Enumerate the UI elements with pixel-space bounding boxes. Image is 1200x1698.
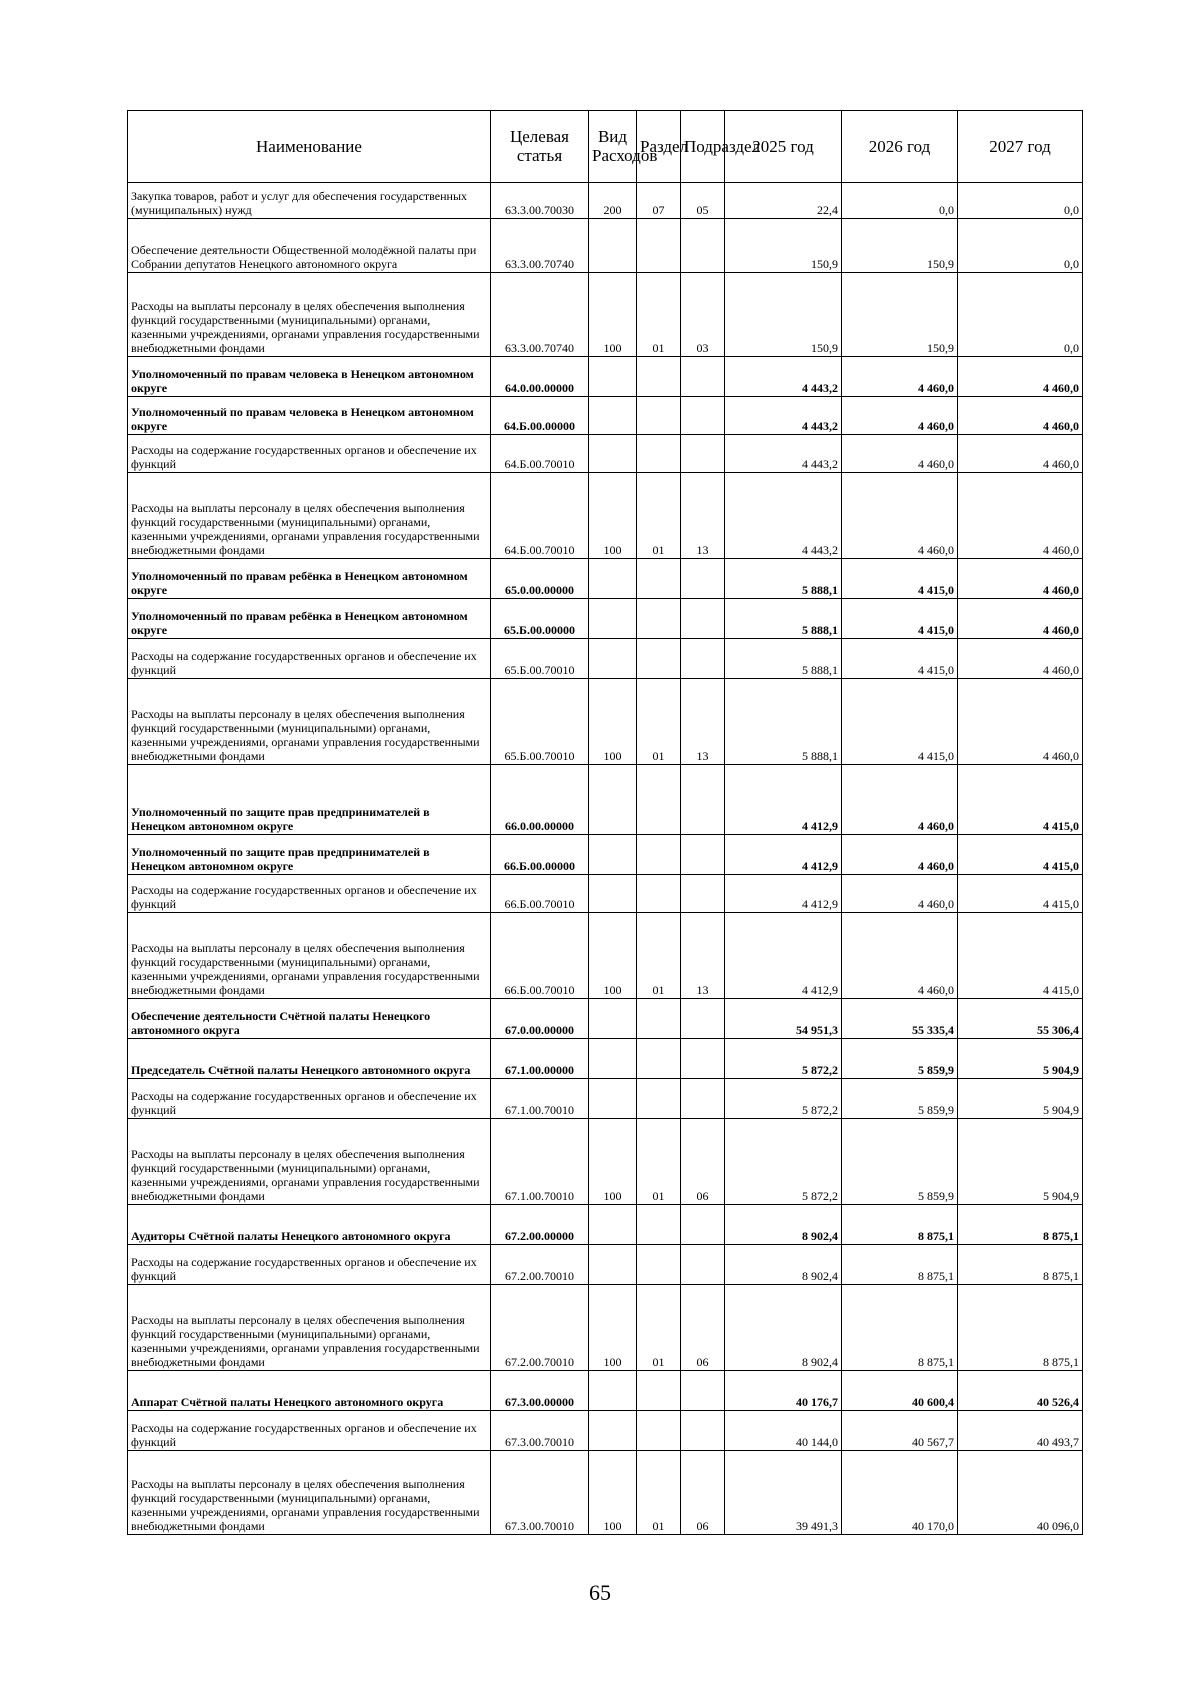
row-section [637, 835, 681, 875]
row-amount-2027: 4 460,0 [958, 599, 1083, 639]
row-name: Расходы на выплаты персоналу в целях обеспечения выполнения функций государственными (муниципальными) органами, казенными учреждениями, органами управления государственными внебюджетными фондами [128, 1119, 491, 1205]
table-row [128, 219, 1083, 273]
row-amount-2025: 54 951,3 [725, 999, 842, 1039]
row-amount-2025: 8 902,4 [725, 1245, 842, 1285]
row-name: Расходы на выплаты персоналу в целях обеспечения выполнения функций государственными (муниципальными) органами, казенными учреждениями, органами управления государственными внебюджетными фондами [128, 473, 491, 559]
row-name: Расходы на выплаты персоналу в целях обеспечения выполнения функций государственными (муниципальными) органами, казенными учреждениями, органами управления государственными внебюджетными фондами [128, 1285, 491, 1371]
row-target-article: 66.Б.00.00000 [491, 835, 589, 875]
row-amount-2027: 4 460,0 [958, 357, 1083, 397]
row-name: Расходы на содержание государственных органов и обеспечение их функций [128, 1411, 491, 1451]
row-amount-2027: 4 460,0 [958, 559, 1083, 599]
row-name: Расходы на содержание государственных органов и обеспечение их функций [128, 639, 491, 679]
row-amount-2027: 5 904,9 [958, 1039, 1083, 1079]
table-row [128, 1079, 1083, 1119]
row-expense-type [589, 835, 637, 875]
table-row [128, 913, 1083, 999]
row-amount-2026: 4 460,0 [842, 765, 958, 835]
row-name: Уполномоченный по защите прав предпринимателей в Ненецком автономном округе [128, 765, 491, 835]
row-subsection [681, 1079, 725, 1119]
row-section [637, 1371, 681, 1411]
row-subsection [681, 835, 725, 875]
row-name: Расходы на содержание государственных органов и обеспечение их функций [128, 435, 491, 473]
row-amount-2027: 4 460,0 [958, 397, 1083, 435]
row-section: 01 [637, 1285, 681, 1371]
row-amount-2025: 40 144,0 [725, 1411, 842, 1451]
row-section [637, 1205, 681, 1245]
header-year-2026: 2026 год [842, 111, 958, 183]
row-target-article: 65.Б.00.70010 [491, 639, 589, 679]
row-expense-type: 100 [589, 1285, 637, 1371]
header-year-2025: 2025 год [725, 111, 842, 183]
row-target-article: 63.3.00.70740 [491, 273, 589, 357]
row-amount-2026: 4 460,0 [842, 835, 958, 875]
row-amount-2026: 40 567,7 [842, 1411, 958, 1451]
header-subsection: Подраздел [681, 111, 725, 183]
row-subsection [681, 397, 725, 435]
row-expense-type [589, 397, 637, 435]
row-expense-type [589, 875, 637, 913]
table-header-row [128, 111, 1083, 183]
row-amount-2025: 4 443,2 [725, 357, 842, 397]
row-target-article: 63.3.00.70740 [491, 219, 589, 273]
table-row [128, 435, 1083, 473]
row-section [637, 1079, 681, 1119]
row-section: 01 [637, 913, 681, 999]
table-row [128, 835, 1083, 875]
table-row [128, 1285, 1083, 1371]
row-amount-2026: 40 600,4 [842, 1371, 958, 1411]
row-section [637, 435, 681, 473]
row-section [637, 875, 681, 913]
row-section [637, 357, 681, 397]
row-amount-2026: 150,9 [842, 219, 958, 273]
row-subsection [681, 765, 725, 835]
row-subsection [681, 219, 725, 273]
row-amount-2026: 4 460,0 [842, 357, 958, 397]
row-target-article: 67.3.00.70010 [491, 1411, 589, 1451]
row-target-article: 67.1.00.70010 [491, 1119, 589, 1205]
row-amount-2025: 5 872,2 [725, 1039, 842, 1079]
row-name: Уполномоченный по правам человека в Ненецком автономном округе [128, 357, 491, 397]
table-row [128, 999, 1083, 1039]
row-target-article: 65.Б.00.70010 [491, 679, 589, 765]
row-subsection [681, 999, 725, 1039]
row-name: Уполномоченный по защите прав предпринимателей в Ненецком автономном округе [128, 835, 491, 875]
row-subsection [681, 1245, 725, 1285]
row-amount-2025: 5 888,1 [725, 679, 842, 765]
row-amount-2027: 4 415,0 [958, 835, 1083, 875]
table-row [128, 599, 1083, 639]
row-target-article: 66.Б.00.70010 [491, 875, 589, 913]
row-amount-2027: 0,0 [958, 273, 1083, 357]
row-name: Расходы на выплаты персоналу в целях обеспечения выполнения функций государственными (муниципальными) органами, казенными учреждениями, органами управления государственными внебюджетными фондами [128, 1451, 491, 1535]
table-row [128, 765, 1083, 835]
row-amount-2026: 40 170,0 [842, 1451, 958, 1535]
row-amount-2026: 150,9 [842, 273, 958, 357]
row-amount-2026: 5 859,9 [842, 1039, 958, 1079]
row-amount-2027: 40 493,7 [958, 1411, 1083, 1451]
row-amount-2027: 8 875,1 [958, 1205, 1083, 1245]
row-target-article: 64.Б.00.70010 [491, 435, 589, 473]
row-name: Расходы на выплаты персоналу в целях обеспечения выполнения функций государственными (муниципальными) органами, казенными учреждениями, органами управления государственными внебюджетными фондами [128, 273, 491, 357]
table-row [128, 273, 1083, 357]
row-subsection: 13 [681, 913, 725, 999]
row-amount-2025: 8 902,4 [725, 1205, 842, 1245]
table-row [128, 679, 1083, 765]
row-section [637, 1411, 681, 1451]
row-target-article: 64.Б.00.00000 [491, 397, 589, 435]
row-subsection: 13 [681, 679, 725, 765]
row-target-article: 67.2.00.70010 [491, 1245, 589, 1285]
row-name: Расходы на содержание государственных органов и обеспечение их функций [128, 875, 491, 913]
row-target-article: 64.0.00.00000 [491, 357, 589, 397]
row-expense-type [589, 559, 637, 599]
row-amount-2025: 4 412,9 [725, 875, 842, 913]
row-amount-2025: 5 872,2 [725, 1119, 842, 1205]
row-amount-2026: 4 460,0 [842, 875, 958, 913]
row-amount-2026: 4 460,0 [842, 435, 958, 473]
row-expense-type: 100 [589, 913, 637, 999]
row-amount-2027: 0,0 [958, 183, 1083, 219]
row-amount-2026: 5 859,9 [842, 1079, 958, 1119]
row-expense-type [589, 1371, 637, 1411]
table-row [128, 1119, 1083, 1205]
row-section [637, 999, 681, 1039]
table-row [128, 183, 1083, 219]
row-amount-2025: 5 888,1 [725, 639, 842, 679]
row-subsection [681, 639, 725, 679]
row-amount-2025: 8 902,4 [725, 1285, 842, 1371]
row-subsection [681, 559, 725, 599]
row-name: Расходы на содержание государственных органов и обеспечение их функций [128, 1079, 491, 1119]
row-expense-type [589, 219, 637, 273]
row-subsection [681, 875, 725, 913]
row-expense-type: 100 [589, 679, 637, 765]
table-row [128, 1411, 1083, 1451]
row-amount-2026: 8 875,1 [842, 1245, 958, 1285]
row-subsection [681, 1039, 725, 1079]
row-expense-type: 100 [589, 273, 637, 357]
row-name: Аудиторы Счётной палаты Ненецкого автономного округа [128, 1205, 491, 1245]
row-amount-2025: 22,4 [725, 183, 842, 219]
row-target-article: 66.0.00.00000 [491, 765, 589, 835]
row-name: Председатель Счётной палаты Ненецкого автономного округа [128, 1039, 491, 1079]
row-name: Аппарат Счётной палаты Ненецкого автономного округа [128, 1371, 491, 1411]
row-target-article: 67.2.00.70010 [491, 1285, 589, 1371]
row-amount-2027: 4 415,0 [958, 913, 1083, 999]
row-target-article: 67.1.00.70010 [491, 1079, 589, 1119]
row-expense-type [589, 765, 637, 835]
row-amount-2026: 4 460,0 [842, 473, 958, 559]
row-amount-2026: 4 415,0 [842, 559, 958, 599]
row-section [637, 1039, 681, 1079]
header-name: Наименование [128, 111, 491, 183]
row-subsection: 13 [681, 473, 725, 559]
row-amount-2025: 39 491,3 [725, 1451, 842, 1535]
row-amount-2025: 150,9 [725, 219, 842, 273]
row-name: Расходы на содержание государственных органов и обеспечение их функций [128, 1245, 491, 1285]
table-row [128, 639, 1083, 679]
row-subsection [681, 435, 725, 473]
row-expense-type [589, 1245, 637, 1285]
row-amount-2027: 0,0 [958, 219, 1083, 273]
header-expense-type: Вид Расходов [589, 111, 637, 183]
row-amount-2027: 55 306,4 [958, 999, 1083, 1039]
row-amount-2027: 4 460,0 [958, 473, 1083, 559]
row-amount-2025: 5 872,2 [725, 1079, 842, 1119]
row-subsection: 03 [681, 273, 725, 357]
row-expense-type [589, 1205, 637, 1245]
row-expense-type [589, 1079, 637, 1119]
row-amount-2025: 4 412,9 [725, 913, 842, 999]
row-amount-2026: 8 875,1 [842, 1285, 958, 1371]
row-amount-2026: 55 335,4 [842, 999, 958, 1039]
row-amount-2027: 40 526,4 [958, 1371, 1083, 1411]
row-target-article: 66.Б.00.70010 [491, 913, 589, 999]
row-amount-2025: 4 443,2 [725, 435, 842, 473]
row-target-article: 67.2.00.00000 [491, 1205, 589, 1245]
row-target-article: 64.Б.00.70010 [491, 473, 589, 559]
row-amount-2025: 150,9 [725, 273, 842, 357]
row-amount-2026: 4 415,0 [842, 599, 958, 639]
row-subsection [681, 1371, 725, 1411]
row-target-article: 65.Б.00.00000 [491, 599, 589, 639]
row-section [637, 219, 681, 273]
row-target-article: 67.0.00.00000 [491, 999, 589, 1039]
row-section [637, 639, 681, 679]
row-expense-type: 100 [589, 1451, 637, 1535]
row-section: 01 [637, 1451, 681, 1535]
row-amount-2025: 4 443,2 [725, 397, 842, 435]
row-expense-type [589, 435, 637, 473]
row-subsection [681, 357, 725, 397]
row-expense-type [589, 599, 637, 639]
row-subsection: 06 [681, 1285, 725, 1371]
row-target-article: 67.1.00.00000 [491, 1039, 589, 1079]
row-section: 01 [637, 473, 681, 559]
row-subsection: 05 [681, 183, 725, 219]
table-row [128, 1245, 1083, 1285]
row-section: 01 [637, 273, 681, 357]
row-amount-2026: 0,0 [842, 183, 958, 219]
row-amount-2027: 4 415,0 [958, 765, 1083, 835]
row-amount-2025: 40 176,7 [725, 1371, 842, 1411]
table-row [128, 1205, 1083, 1245]
page-number: 65 [589, 1580, 611, 1605]
table-row [128, 559, 1083, 599]
row-amount-2026: 5 859,9 [842, 1119, 958, 1205]
table-row [128, 1371, 1083, 1411]
row-amount-2027: 40 096,0 [958, 1451, 1083, 1535]
table-row [128, 473, 1083, 559]
table-row [128, 1039, 1083, 1079]
row-expense-type [589, 1039, 637, 1079]
row-expense-type: 100 [589, 473, 637, 559]
row-subsection [681, 1411, 725, 1451]
row-name: Расходы на выплаты персоналу в целях обеспечения выполнения функций государственными (муниципальными) органами, казенными учреждениями, органами управления государственными внебюджетными фондами [128, 913, 491, 999]
row-target-article: 67.3.00.70010 [491, 1451, 589, 1535]
budget-table [127, 110, 1083, 1535]
row-section [637, 559, 681, 599]
row-amount-2026: 4 460,0 [842, 397, 958, 435]
header-target-article: Целевая статья [491, 111, 589, 183]
row-amount-2026: 4 415,0 [842, 639, 958, 679]
row-section [637, 397, 681, 435]
row-amount-2027: 5 904,9 [958, 1079, 1083, 1119]
row-expense-type [589, 999, 637, 1039]
table-row [128, 357, 1083, 397]
row-amount-2027: 5 904,9 [958, 1119, 1083, 1205]
row-name: Уполномоченный по правам ребёнка в Ненецком автономном округе [128, 559, 491, 599]
row-amount-2025: 4 412,9 [725, 835, 842, 875]
row-expense-type: 200 [589, 183, 637, 219]
row-amount-2025: 4 443,2 [725, 473, 842, 559]
row-target-article: 65.0.00.00000 [491, 559, 589, 599]
row-amount-2027: 4 460,0 [958, 679, 1083, 765]
row-expense-type: 100 [589, 1119, 637, 1205]
row-amount-2026: 4 460,0 [842, 913, 958, 999]
row-amount-2026: 4 415,0 [842, 679, 958, 765]
row-subsection: 06 [681, 1119, 725, 1205]
row-expense-type [589, 1411, 637, 1451]
row-subsection [681, 1205, 725, 1245]
row-amount-2025: 4 412,9 [725, 765, 842, 835]
row-amount-2027: 8 875,1 [958, 1245, 1083, 1285]
row-section [637, 1245, 681, 1285]
row-amount-2027: 4 460,0 [958, 435, 1083, 473]
header-section: Раздел [637, 111, 681, 183]
row-section: 01 [637, 1119, 681, 1205]
table-body [128, 183, 1083, 1535]
row-name: Расходы на выплаты персоналу в целях обеспечения выполнения функций государственными (муниципальными) органами, казенными учреждениями, органами управления государственными внебюджетными фондами [128, 679, 491, 765]
row-target-article: 63.3.00.70030 [491, 183, 589, 219]
row-name: Обеспечение деятельности Счётной палаты Ненецкого автономного округа [128, 999, 491, 1039]
row-amount-2027: 8 875,1 [958, 1285, 1083, 1371]
row-expense-type [589, 357, 637, 397]
header-year-2027: 2027 год [958, 111, 1083, 183]
row-amount-2027: 4 415,0 [958, 875, 1083, 913]
table-row [128, 397, 1083, 435]
table-row [128, 1451, 1083, 1535]
row-target-article: 67.3.00.00000 [491, 1371, 589, 1411]
row-name: Уполномоченный по правам человека в Ненецком автономном округе [128, 397, 491, 435]
row-section [637, 599, 681, 639]
row-amount-2025: 5 888,1 [725, 599, 842, 639]
row-name: Уполномоченный по правам ребёнка в Ненецком автономном округе [128, 599, 491, 639]
row-subsection: 06 [681, 1451, 725, 1535]
table-row [128, 875, 1083, 913]
row-amount-2027: 4 460,0 [958, 639, 1083, 679]
row-expense-type [589, 639, 637, 679]
row-subsection [681, 599, 725, 639]
row-name: Закупка товаров, работ и услуг для обеспечения государственных (муниципальных) нужд [128, 183, 491, 219]
row-section: 07 [637, 183, 681, 219]
row-amount-2026: 8 875,1 [842, 1205, 958, 1245]
row-name: Обеспечение деятельности Общественной молодёжной палаты при Собрании депутатов Ненецкого автономного округа [128, 219, 491, 273]
row-section [637, 765, 681, 835]
row-amount-2025: 5 888,1 [725, 559, 842, 599]
row-section: 01 [637, 679, 681, 765]
